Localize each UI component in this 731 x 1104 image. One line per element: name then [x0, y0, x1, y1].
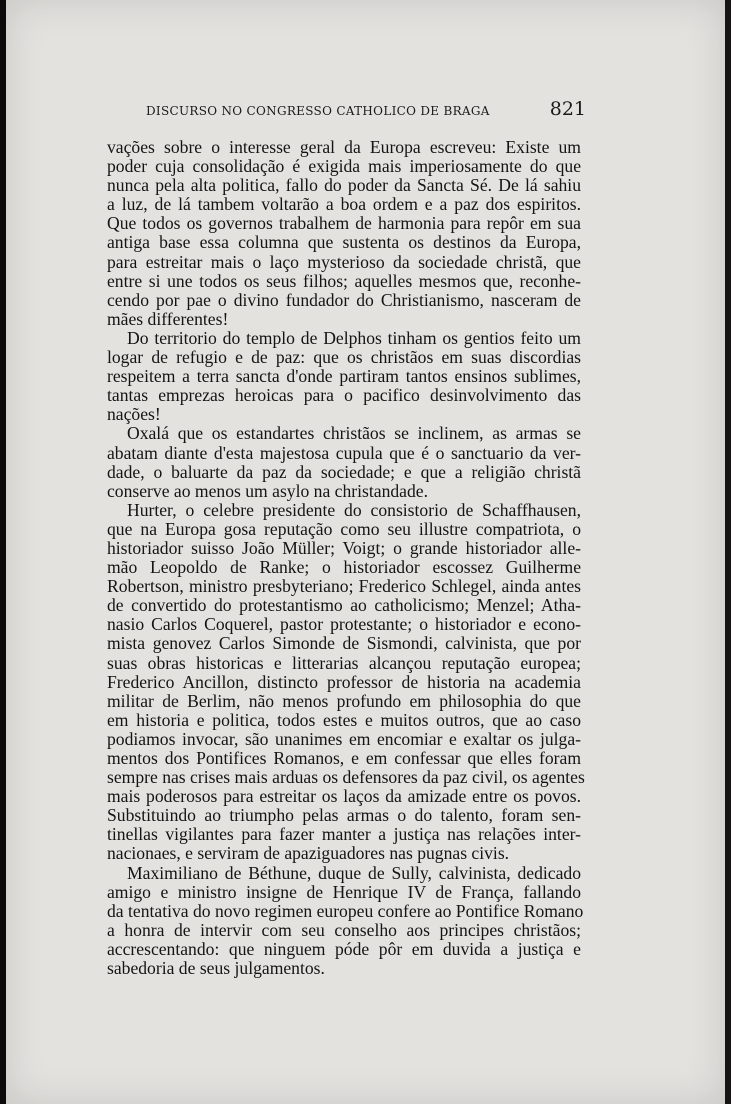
text-line: dade, o baluarte da paz da sociedade; e que a religião christã — [107, 461, 581, 482]
text-line: mão Leopoldo de Ranke; o historiador escossez Guilherme — [107, 557, 581, 578]
text-line: vações sobre o interesse geral da Europa escreveu: Existe um — [107, 137, 581, 157]
text-line: em historia e politica, todos estes e muitos outros, que ao caso — [107, 709, 581, 730]
text-line: conserve ao menos um asylo na christandade. — [107, 480, 428, 501]
text-line: Hurter, o celebre presidente do consistorio de Schaffhausen, — [127, 499, 581, 520]
text-line: accrescentando: que ninguem póde pôr em duvida a justiça e — [107, 938, 581, 959]
text-line: Robertson, ministro presbyteriano; Frederico Schlegel, ainda antes — [107, 576, 581, 597]
text-line: amigo e ministro insigne de Henrique IV de França, fallando — [107, 881, 581, 902]
text-line: mista genovez Carlos Simonde de Sismondi, calvinista, que por — [107, 633, 581, 654]
text-line: a honra de intervir com seu conselho aos principes christãos; — [107, 919, 581, 940]
text-line: tantas emprezas heroicas para o pacifico desinvolvimento das — [107, 385, 581, 406]
running-title: DISCURSO NO CONGRESSO CATHOLICO DE BRAGA — [146, 104, 490, 118]
page-number: 821 — [549, 98, 586, 120]
text-line: para estreitar mais o laço mysterioso da sociedade christã, que — [107, 251, 581, 272]
text-line: tinellas vigilantes para fazer manter a justiça nas relações inter- — [107, 824, 581, 845]
text-line: nacionaes, e serviram de apaziguadores nas pugnas civis. — [107, 843, 510, 864]
text-line: da tentativa do novo regimen europeu confere ao Pontifice Romano — [107, 900, 584, 921]
text-line: Que todos os governos trabalhem de harmonia para repôr em sua — [107, 213, 581, 234]
scan-edge-right — [725, 0, 731, 1104]
text-line: Frederico Ancillon, distincto professor de historia na academia — [107, 671, 581, 692]
text-line: que na Europa gosa reputação como seu illustre compatriota, o — [107, 518, 581, 539]
text-line: Oxalá que os estandartes christãos se inclinem, as armas se — [127, 423, 581, 444]
text-line: nações! — [107, 404, 161, 425]
text-line: respeitem a terra sancta d'onde partiram tantos ensinos sublimes, — [107, 366, 581, 387]
text-line: a luz, de lá tambem voltarão a boa ordem e a paz dos espiritos. — [107, 194, 581, 215]
text-line: de convertido do protestantismo ao catholicismo; Menzel; Atha- — [107, 595, 581, 616]
text-line: suas obras historicas e litterarias alcançou reputação europea; — [107, 652, 581, 673]
text-line: historiador suisso João Müller; Voigt; o grande historiador alle- — [107, 537, 581, 558]
text-line: mais poderosos para estreitar os laços da amizade entre os povos. — [107, 786, 581, 807]
text-line: sabedoria de seus julgamentos. — [107, 958, 325, 979]
text-line: Do territorio do templo de Delphos tinham os gentios feito um — [127, 327, 581, 348]
running-header — [146, 98, 586, 122]
text-line: poder cuja consolidação é exigida mais imperiosamente do que — [107, 156, 581, 177]
text-line: mentos dos Pontifices Romanos, e em confessar que elles foram — [107, 748, 581, 768]
text-line: mães differentes! — [107, 308, 229, 329]
text-line: logar de refugio e de paz: que os christãos em suas discordias — [107, 347, 581, 368]
text-line: nunca pela alta politica, fallo do poder da Sancta Sé. De lá sahiu — [107, 175, 581, 196]
text-line: nasio Carlos Coquerel, pastor protestante; o historiador e econo- — [107, 614, 581, 635]
text-line: podiamos invocar, são unanimes em encomiar e exaltar os julga- — [107, 728, 581, 749]
text-line: antiga base essa columna que sustenta os destinos da Europa, — [107, 232, 581, 253]
text-line: cendo por pae o divino fundador do Christianismo, nasceram de — [107, 289, 581, 310]
text-line: Substituindo ao triumpho pelas armas o do talento, foram sen- — [107, 805, 581, 826]
text-line: Maximiliano de Béthune, duque de Sully, calvinista, dedicado — [127, 862, 581, 883]
body-text — [107, 137, 585, 979]
text-line: militar de Berlim, não menos profundo em philosophia do que — [107, 690, 581, 711]
text-line: entre si une todos os seus filhos; aquelles mesmos que, reconhe- — [107, 270, 581, 291]
text-line: sempre nas crises mais arduas os defensores da paz civil, os agentes — [107, 767, 585, 788]
text-line: abatam diante d'esta majestosa cupula que é o sanctuario da ver- — [107, 442, 581, 463]
